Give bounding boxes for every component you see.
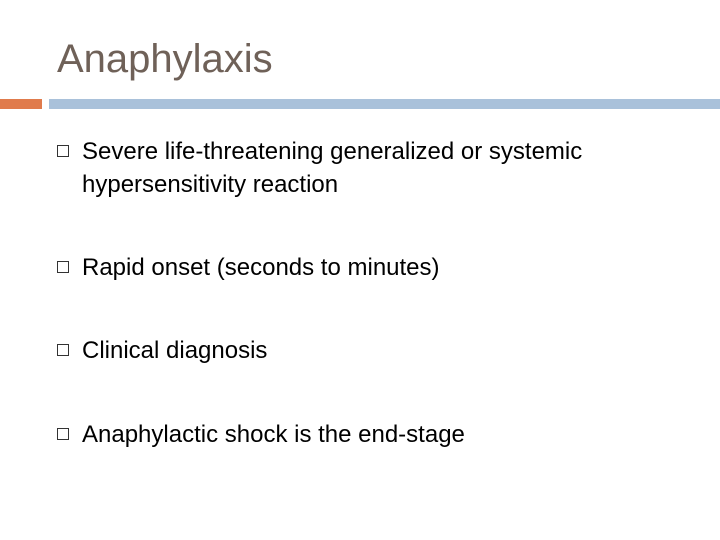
square-outline-bullet-icon	[57, 145, 69, 157]
title-accent-bar	[0, 99, 42, 109]
bullet-text-4: Anaphylactic shock is the end-stage	[82, 421, 465, 448]
square-outline-bullet-icon	[57, 428, 69, 440]
bullet-text-1: Severe life-threatening generalized or systemic hypersensitivity reaction	[82, 138, 583, 198]
bullet-text-2: Rapid onset (seconds to minutes)	[82, 254, 440, 281]
square-outline-bullet-icon	[57, 344, 69, 356]
square-outline-bullet-icon	[57, 261, 69, 273]
title-divider-bar	[49, 99, 720, 109]
bullet-text-3: Clinical diagnosis	[82, 337, 268, 364]
slide-title: Anaphylaxis	[57, 37, 273, 81]
